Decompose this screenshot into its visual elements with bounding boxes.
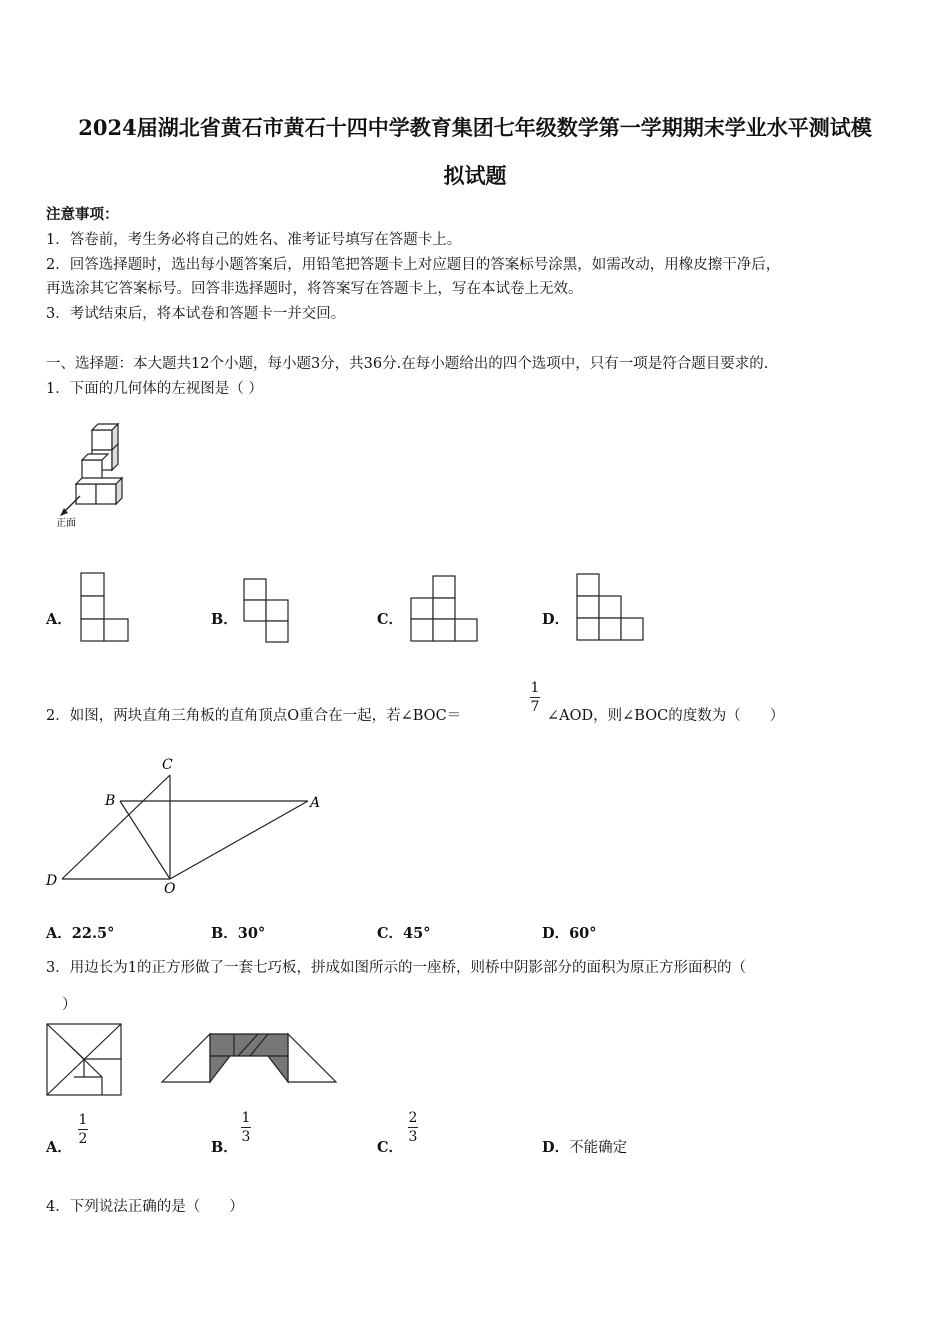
q2-option-b-label: B． <box>211 925 238 942</box>
q3-option-c-num: 2 <box>408 1110 418 1126</box>
q2-stem-prefix: 2．如图，两块直角三角板的直角顶点O重合在一起，若∠BOC＝ <box>46 708 462 724</box>
q3-option-c-label[interactable]: C． <box>377 1139 404 1156</box>
q2-option-c-text: 45° <box>403 925 431 942</box>
q1-option-a-figure[interactable] <box>80 572 130 642</box>
notice-heading: 注意事项： <box>46 206 119 223</box>
q3-option-d-label: D． <box>542 1139 570 1156</box>
q2-option-b-text: 30° <box>237 925 266 942</box>
q3-option-a-num: 1 <box>78 1112 88 1128</box>
notice-item-3: 3．考试结束后，将本试卷和答题卡一并交回。 <box>46 306 346 322</box>
q3-option-d[interactable] <box>542 1136 627 1157</box>
notice-item-2: 2．回答选择题时，选出每小题答案后，用铅笔把答题卡上对应题目的答案标号涂黑，如需改动，用橡皮擦干净后， <box>46 257 781 273</box>
q1-option-d-label[interactable]: D． <box>542 611 570 628</box>
q1-option-c-label[interactable]: C． <box>377 611 404 628</box>
point-d-label: D <box>46 873 58 889</box>
q2-option-a[interactable] <box>46 922 114 943</box>
q3-bridge-figure <box>158 1030 340 1086</box>
q2-fraction <box>530 680 540 715</box>
q1-stem: 1．下面的几何体的左视图是（ ） <box>46 381 263 397</box>
q2-frac-num: 1 <box>530 680 540 696</box>
point-a-label: A <box>310 795 321 811</box>
q4-stem: 4．下列说法正确的是（ ） <box>46 1199 244 1215</box>
front-label: 正面 <box>56 518 76 529</box>
q2-option-d[interactable] <box>542 922 597 943</box>
q2-option-d-text: 60° <box>569 925 597 942</box>
q3-option-d-text: 不能确定 <box>569 1140 628 1156</box>
q2-option-a-label: A． <box>46 925 72 942</box>
q3-option-a-den: 2 <box>78 1131 88 1147</box>
point-c-label: C <box>162 757 173 773</box>
q1-option-b-figure[interactable] <box>243 578 291 645</box>
notice-item-2-cont: 再选涂其它答案标号。回答非选择题时，将答案写在答题卡上，写在本试卷上无效。 <box>46 281 583 297</box>
section-heading: 一、选择题：本大题共12个小题，每小题3分，共36分.在每小题给出的四个选项中，只有一项是符合题目要求的. <box>46 356 769 372</box>
q3-tangram-square <box>46 1023 124 1097</box>
notice-item-1: 1．答卷前，考生务必将自己的姓名、准考证号填写在答题卡上。 <box>46 232 462 248</box>
q1-option-c-figure[interactable] <box>410 575 480 643</box>
q2-option-d-label: D． <box>542 925 570 942</box>
q3-option-a-frac[interactable] <box>78 1112 88 1147</box>
q2-option-c[interactable] <box>377 922 430 943</box>
page-title-line2: 拟试题 <box>443 163 507 188</box>
q3-option-c-den: 3 <box>408 1129 418 1145</box>
q1-solid-figure <box>50 418 140 533</box>
q2-option-c-label: C． <box>377 925 404 942</box>
point-o-label: O <box>164 881 176 897</box>
q3-option-b-den: 3 <box>241 1129 251 1145</box>
q2-triangle-figure <box>40 755 330 895</box>
q3-option-b-num: 1 <box>241 1110 251 1126</box>
page-title-line1: 2024届湖北省黄石市黄石十四中学教育集团七年级数学第一学期期末学业水平测试模 <box>78 115 872 140</box>
q3-option-b-frac[interactable] <box>241 1110 251 1145</box>
q1-option-d-figure[interactable] <box>576 573 646 643</box>
q2-stem-suffix: ∠AOD，则∠BOC的度数为（ ） <box>547 708 785 724</box>
q3-option-b-label[interactable]: B． <box>211 1139 238 1156</box>
q3-stem: 3．用边长为1的正方形做了一套七巧板，拼成如图所示的一座桥，则桥中阴影部分的面积为原正方形面积的（ <box>46 960 746 976</box>
q3-option-a-label[interactable]: A． <box>46 1139 72 1156</box>
q2-frac-den: 7 <box>530 699 540 715</box>
q3-stem-cont: ） <box>62 997 77 1013</box>
q1-option-a-label[interactable]: A． <box>46 611 72 628</box>
q2-option-b[interactable] <box>211 922 265 943</box>
q1-option-b-label[interactable]: B． <box>211 611 238 628</box>
q3-option-c-frac[interactable] <box>408 1110 418 1145</box>
point-b-label: B <box>105 793 116 809</box>
q2-option-a-text: 22.5° <box>71 925 115 942</box>
